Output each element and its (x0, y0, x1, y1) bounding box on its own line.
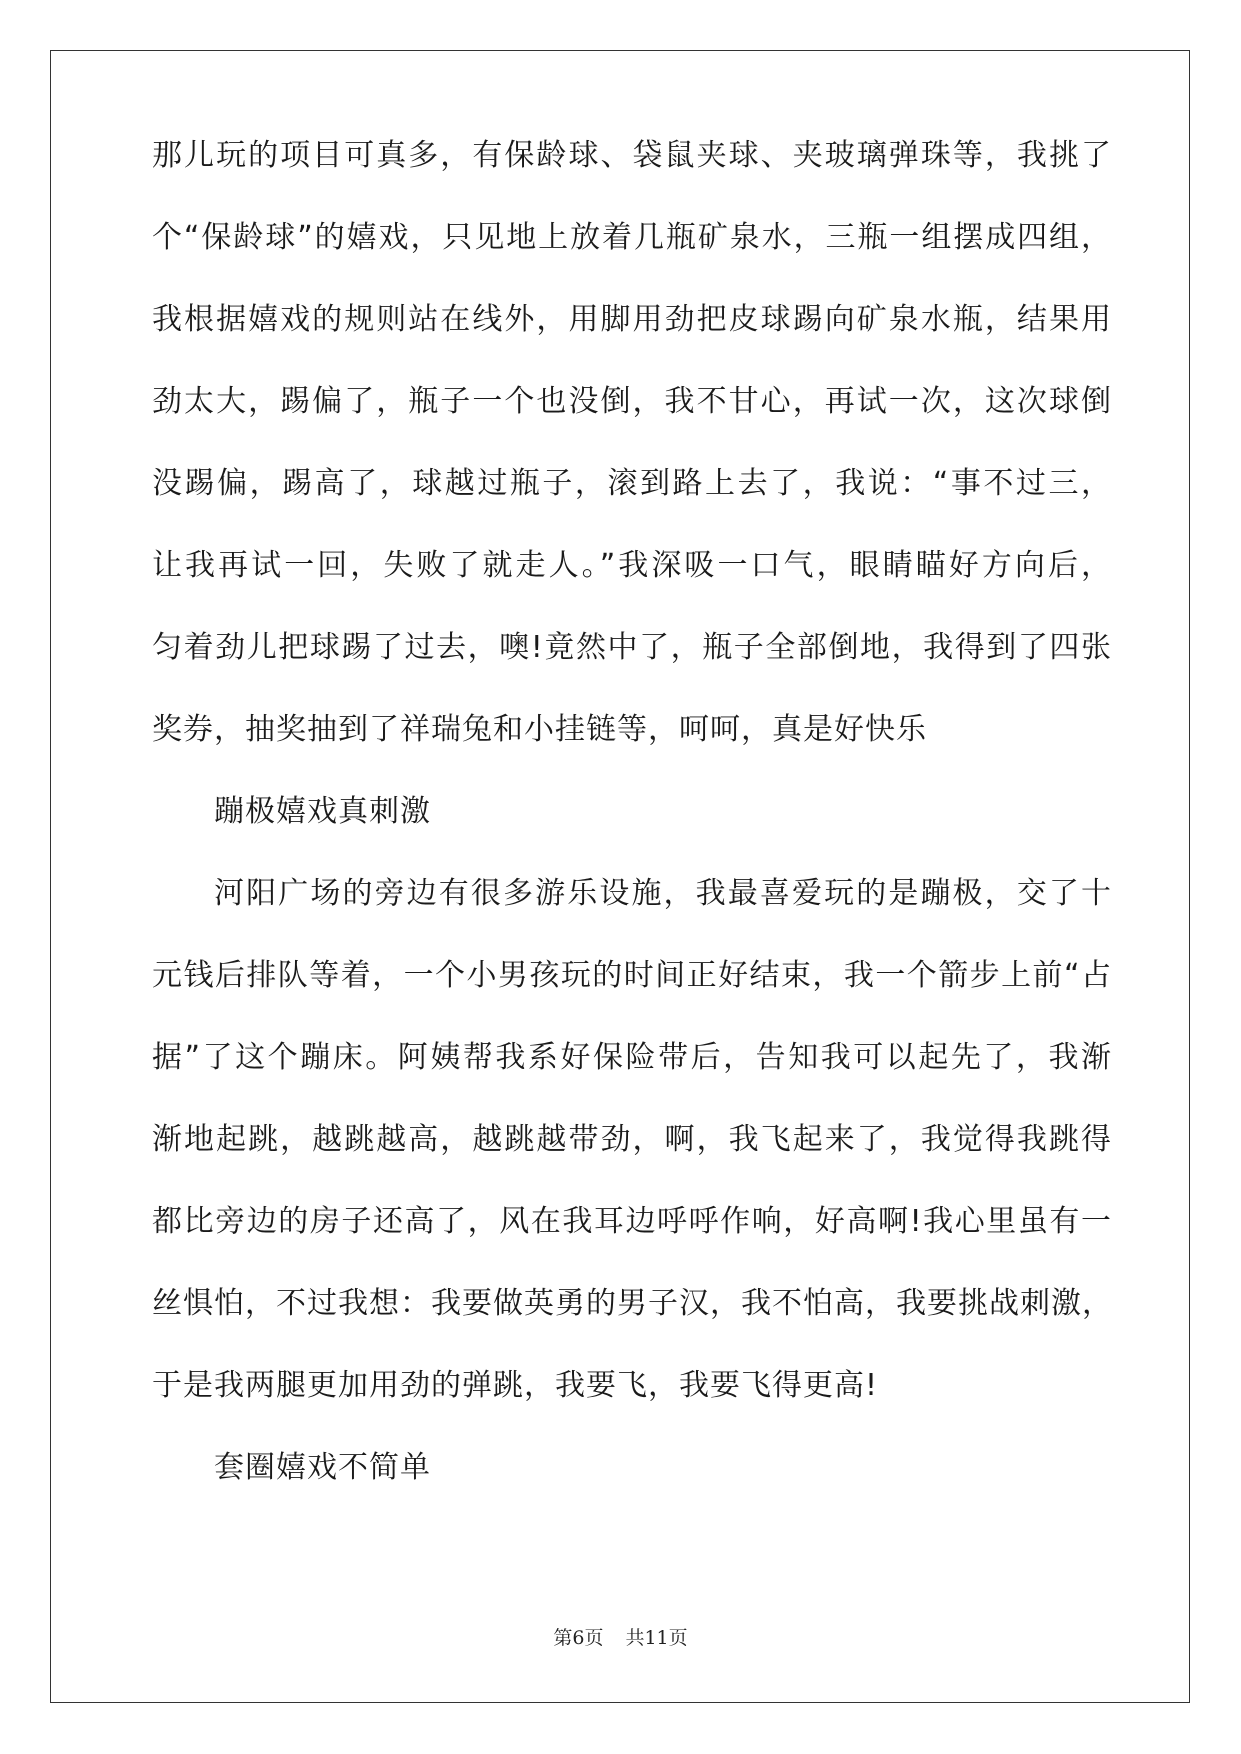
text-line: 河阳广场的旁边有很多游乐设施，我最喜爱玩的是蹦极，交了十 (214, 876, 1112, 911)
text-line: 个“保龄球”的嬉戏，只见地上放着几瓶矿泉水，三瓶一组摆成四组， (152, 220, 1112, 255)
text-line: 都比旁边的房子还高了，风在我耳边呼呼作响，好高啊!我心里虽有一 (152, 1204, 1112, 1239)
text-line: 渐地起跳，越跳越高，越跳越带劲，啊，我飞起来了，我觉得我跳得 (152, 1122, 1112, 1157)
section-heading: 套圈嬉戏不简单 (214, 1450, 431, 1485)
text-line: 于是我两腿更加用劲的弹跳，我要飞，我要飞得更高! (152, 1368, 879, 1403)
text-line: 我根据嬉戏的规则站在线外，用脚用劲把皮球踢向矿泉水瓶，结果用 (152, 302, 1112, 337)
text-line: 丝惧怕，不过我想：我要做英勇的男子汉，我不怕高，我要挑战刺激， (152, 1286, 1113, 1321)
document-body (152, 135, 1112, 1529)
page-footer (0, 1623, 1241, 1650)
text-line: 劲太大，踢偏了，瓶子一个也没倒，我不甘心，再试一次，这次球倒 (152, 384, 1112, 419)
page-number: 第6页 (553, 1627, 604, 1649)
section-heading: 蹦极嬉戏真刺激 (214, 794, 431, 829)
text-line: 匀着劲儿把球踢了过去，噢!竟然中了，瓶子全部倒地，我得到了四张 (152, 630, 1112, 665)
text-line: 奖券，抽奖抽到了祥瑞兔和小挂链等，呵呵，真是好快乐 (152, 712, 927, 747)
text-line: 没踢偏，踢高了，球越过瓶子，滚到路上去了，我说：“事不过三， (152, 466, 1112, 501)
text-line: 那儿玩的项目可真多，有保龄球、袋鼠夹球、夹玻璃弹珠等，我挑了 (152, 138, 1112, 173)
page-total: 共11页 (625, 1627, 688, 1649)
text-line: 据”了这个蹦床。阿姨帮我系好保险带后，告知我可以起先了，我渐 (152, 1040, 1112, 1075)
text-line: 让我再试一回，失败了就走人。”我深吸一口气，眼睛瞄好方向后， (152, 548, 1112, 583)
text-line: 元钱后排队等着，一个小男孩玩的时间正好结束，我一个箭步上前“占 (152, 958, 1112, 993)
